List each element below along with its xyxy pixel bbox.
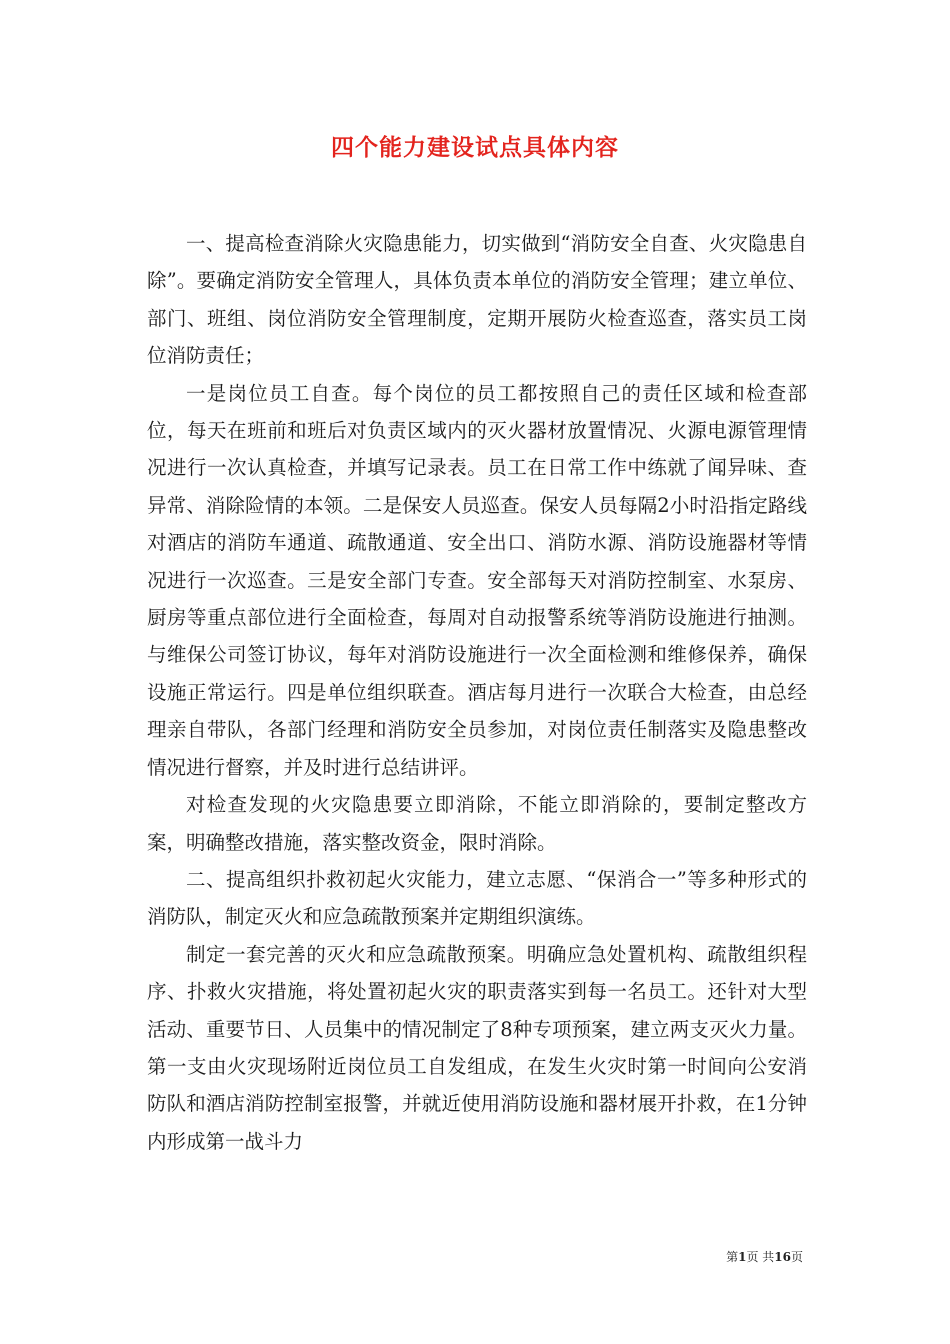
page-footer [0,1248,803,1265]
footer-suffix: 页 [790,1250,803,1264]
document-body [147,225,807,1160]
footer-total-pages: 16 [774,1250,791,1264]
document-title: 四个能力建设试点具体内容 [331,134,619,161]
paragraph: 一、提高检查消除火灾隐患能力，切实做到“消防安全自查、火灾隐患自除”。要确定消防安全管理人，具体负责本单位的消防安全管理；建立单位、部门、班组、岗位消防安全管理制度，定期开展防火检查巡查，落实员工岗位消防责任； [147,232,807,368]
paragraph: 对检查发现的火灾隐患要立即消除，不能立即消除的，要制定整改方案，明确整改措施，落实整改资金，限时消除。 [147,793,807,854]
paragraph: 一是岗位员工自查。每个岗位的员工都按照自己的责任区域和检查部位，每天在班前和班后对负责区域内的灭火器材放置情况、火源电源管理情况进行一次认真检查，并填写记录表。员工在日常工作中练就了闻异味、查异常、消除险情的本领。二是保安人员巡查。保安人员每隔2小时沿指定路线对酒店的消防车通道、疏散通道、安全出口、消防水源、消防设施器材等情况进行一次巡查。三是安全部门专查。安全部每天对消防控制室、水泵房、厨房等重点部位进行全面检查，每周对自动报警系统等消防设施进行抽测。与维保公司签订协议，每年对消防设施进行一次全面检测和维修保养，确保设施正常运行。四是单位组织联查。酒店每月进行一次联合大检查，由总经理亲自带队，各部门经理和消防安全员参加，对岗位责任制落实及隐患整改情况进行督察，并及时进行总结讲评。 [147,381,807,779]
footer-prefix: 第 [726,1250,739,1264]
footer-current-page: 1 [738,1250,747,1264]
paragraph: 制定一套完善的灭火和应急疏散预案。明确应急处置机构、疏散组织程序、扑救火灾措施，将处置初起火灾的职责落实到每一名员工。还针对大型活动、重要节日、人员集中的情况制定了8种专项预案，建立两支灭火力量。第一支由火灾现场附近岗位员工自发组成，在发生火灾时第一时间向公安消防队和酒店消防控制室报警，并就近使用消防设施和器材展开扑救，在1分钟内形成第一战斗力 [147,942,807,1153]
footer-middle: 页 共 [746,1250,775,1264]
paragraph: 二、提高组织扑救初起火灾能力，建立志愿、“保消合一”等多种形式的消防队，制定灭火和应急疏散预案并定期组织演练。 [147,867,807,929]
